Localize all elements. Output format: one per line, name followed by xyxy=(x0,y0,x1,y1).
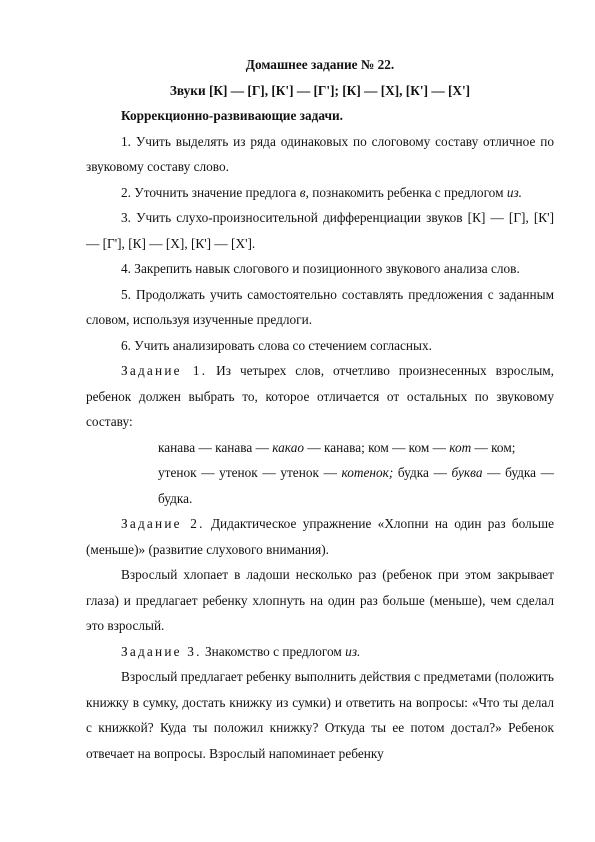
exercise-3-body: Взрослый предлагает ребенку выполнить действия с предметами (положить книжку в сумку, достать книжку из сумки) и ответить на вопросы: «Что ты делал с книжкой? Куда ты положил книжку? Откуда ты ее потом достал?» Ребенок отвечает на вопросы. Взрослый напоминает ребенку xyxy=(86,669,554,761)
exercise-3-label: Задание 3. xyxy=(121,643,202,659)
exercise-1 xyxy=(86,358,554,435)
ex1-l1-b: какао xyxy=(272,439,304,455)
exercise-1-examples-line-1 xyxy=(158,435,554,461)
exercise-3 xyxy=(86,639,554,665)
section-heading: Коррекционно-развивающие задачи. xyxy=(121,108,344,123)
ex1-l2-d: буква xyxy=(451,465,483,480)
task-1: 1. Учить выделять из ряда одинаковых по слоговому составу отличное по звуковому составу слово. xyxy=(86,133,554,174)
document-body xyxy=(86,52,554,766)
exercise-2 xyxy=(86,511,554,562)
task-2 xyxy=(86,180,554,206)
exercise-2-label: Задание 2. xyxy=(121,516,205,531)
document-subtitle: Звуки [К] — [Г], [К'] — [Г']; [К] — [Х], [К'] — [Х'] xyxy=(169,82,471,98)
ex1-l2-a: утенок — утенок — утенок — xyxy=(158,465,342,480)
ex1-l1-a: канава — канава — xyxy=(158,439,273,455)
ex1-l1-c: — канава; ком — ком — xyxy=(304,439,450,455)
document-title: Домашнее задание № 22. xyxy=(245,57,395,72)
exercise-3-text: Знакомство с предлогом xyxy=(201,643,346,659)
exercise-2-body: Взрослый хлопает в ладоши несколько раз (ребенок при этом закрывает глаза) и предлагает ребенку хлопнуть на один раз больше (меньше), чем сделал это взрослый. xyxy=(86,567,554,633)
exercise-1-text: Из четырех слов, отчетливо произнесенных взрослым, ребенок должен выбрать то, которое отличается от остальных по звуковому составу: xyxy=(86,363,554,429)
task-5: 5. Продолжать учить самостоятельно составлять предложения с заданным словом, используя изученные предлоги. xyxy=(86,286,554,327)
ex1-l2-b: котенок; xyxy=(341,465,394,480)
exercise-1-examples-line-2 xyxy=(158,460,554,511)
task-4: 4. Закрепить навык слогового и позиционного звукового анализа слов. xyxy=(121,261,520,276)
task-2-middle: , познакомить ребенка с предлогом xyxy=(305,184,507,200)
ex1-l2-e: — будка — будка. xyxy=(158,465,555,506)
exercise-2-text: Дидактическое упражнение «Хлопни на один раз больше (меньше)» (развитие слухового внимания). xyxy=(86,516,554,557)
task-3: 3. Учить слухо-произносительной дифференциации звуков [К] — [Г], [К'] — [Г'], [К] — [Х], [К'] — [Х']. xyxy=(86,210,554,251)
ex1-l2-c: будка — xyxy=(393,465,452,480)
task-2-prep-iz: из. xyxy=(506,184,522,200)
exercise-3-prep: из. xyxy=(345,643,361,659)
ex1-l1-d: кот xyxy=(449,439,472,455)
task-2-text: 2. Уточнить значение предлога xyxy=(121,184,300,200)
ex1-l1-e: — ком; xyxy=(471,439,516,455)
exercise-1-label: Задание 1. xyxy=(121,363,208,378)
task-6: 6. Учить анализировать слова со стечением согласных. xyxy=(121,337,432,353)
task-2-prep-v: в xyxy=(299,184,306,200)
